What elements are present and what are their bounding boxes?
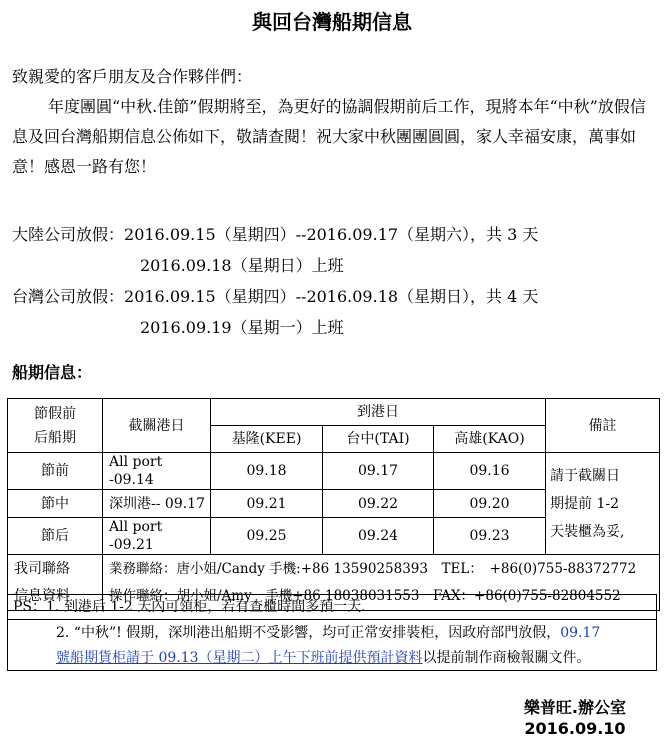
- ps-note-1: PS：1. 到港后 1-2 天內可領柜，若有查櫃時間多預一天.: [7, 594, 657, 619]
- holiday-period: 2016.09.15（星期四）--2016.09.17（星期六），共 3 天: [124, 225, 539, 244]
- row-tai: 09.24: [323, 518, 434, 555]
- row-kee: 09.18: [211, 453, 323, 490]
- highlight-date: 09.17: [560, 625, 601, 641]
- holiday-block-taiwan: [12, 281, 538, 343]
- remark-cell: 請于截關日 期提前 1-2 天裝櫃為妥,: [546, 453, 660, 555]
- row-kao: 09.16: [434, 453, 546, 490]
- row-tai: 09.22: [323, 490, 434, 518]
- row-period: 節中: [8, 490, 103, 518]
- header-cutoff: 截關港日: [103, 399, 211, 453]
- row-cutoff: All port -09.14: [103, 453, 211, 490]
- highlight-deadline: 號船期貨柜請于 09.13（星期二）上午下班前提供預計資料: [56, 650, 423, 666]
- header-kao: 高雄(KAO): [434, 426, 546, 453]
- header-arrival: 到港日: [211, 399, 546, 426]
- shipping-schedule-table: [7, 398, 660, 611]
- row-period: 節前: [8, 453, 103, 490]
- holiday-period: 2016.09.15（星期四）--2016.09.18（星期日），共 4 天: [124, 287, 539, 306]
- header-remark: 備註: [546, 399, 660, 453]
- header-kee: 基隆(KEE): [211, 426, 323, 453]
- table-row: [8, 453, 660, 490]
- page-title: 與回台灣船期信息: [252, 10, 412, 34]
- ps-note-2: 2. “中秋”! 假期，深圳港出船期不受影響，均可正常安排裝柜，因政府部門放假，09.17 號船期貨柜請于 09.13（星期二）上午下班前提供預計資料以提前制作商檢報關文件。: [7, 619, 657, 671]
- signature-date: 2016.09.10: [524, 719, 626, 738]
- row-kee: 09.25: [211, 518, 323, 555]
- row-cutoff: 深圳港-- 09.17: [103, 490, 211, 518]
- greeting: 致親愛的客戶朋友及合作夥伴們：: [12, 67, 253, 86]
- header-tai: 台中(TAI): [323, 426, 434, 453]
- row-kao: 09.20: [434, 490, 546, 518]
- signature-name: 樂普旺.辦公室: [523, 698, 626, 717]
- row-kee: 09.21: [211, 490, 323, 518]
- row-period: 節后: [8, 518, 103, 555]
- holiday-label: 大陸公司放假：: [12, 225, 125, 244]
- row-tai: 09.17: [323, 453, 434, 490]
- contact-operations: 操作聯絡：胡小姐/Amy 手機+86 18038031553 FAX：+86(0)755-82804552: [109, 587, 621, 604]
- holiday-label: 台灣公司放假：: [12, 287, 125, 306]
- holiday-block-mainland: [12, 219, 538, 281]
- intro-paragraph: 年度團圓“中秋.佳節”假期將至，為更好的協調假期前后工作，現將本年“中秋”放假信息及回台灣船期信息公佈如下，敬請查閱！祝大家中秋團團圓圓，家人幸福安康，萬事如意！感恩一路有您！: [12, 97, 646, 176]
- holiday-work-date: 2016.09.19（星期一）上班: [140, 318, 344, 337]
- contact-sales: 業務聯絡：唐小姐/Candy 手機:+86 13590258393 TEL： +86(0)755-88372772: [109, 560, 637, 577]
- row-kao: 09.23: [434, 518, 546, 555]
- signature-block: [524, 697, 626, 739]
- row-cutoff: All port -09.21: [103, 518, 211, 555]
- contact-label: 我司聯絡 信息資料: [8, 555, 103, 611]
- schedule-heading: 船期信息：: [12, 363, 93, 382]
- holiday-work-date: 2016.09.18（星期日）上班: [140, 256, 344, 275]
- header-period: 節假前 后船期: [8, 399, 103, 453]
